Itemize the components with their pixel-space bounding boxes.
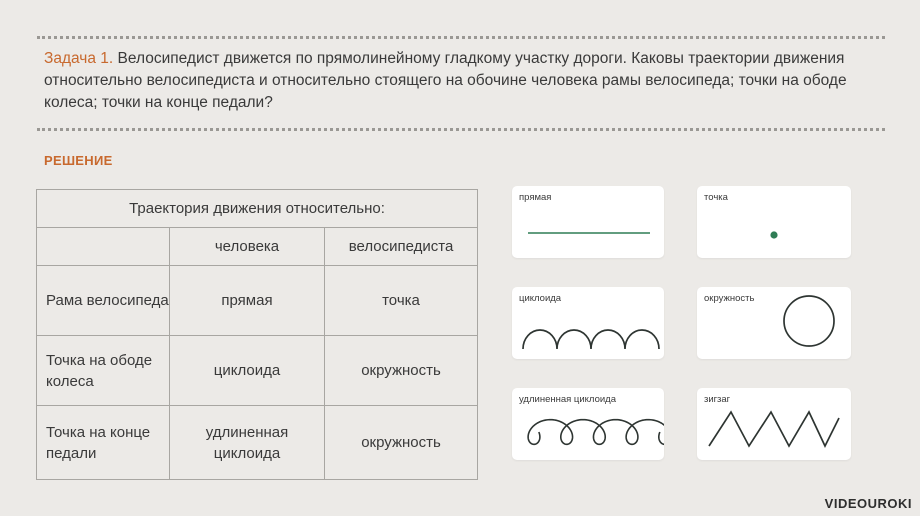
- top-dotted-divider: [37, 36, 885, 39]
- row-label-rim: Точка на ободе колеса: [37, 336, 170, 406]
- table-empty-corner: [37, 228, 170, 266]
- cell-rim-person: циклоида: [170, 336, 325, 406]
- cell-rim-cyclist: окружность: [325, 336, 478, 406]
- cell-frame-cyclist: точка: [325, 266, 478, 336]
- cell-frame-person: прямая: [170, 266, 325, 336]
- straight-line-figure: [512, 186, 664, 258]
- card-cycloid-title: циклоида: [519, 293, 562, 304]
- card-zigzag: [697, 388, 851, 460]
- card-cycloid: [512, 287, 664, 359]
- card-prolate-cycloid-title: удлиненная циклоида: [519, 394, 616, 405]
- zigzag-figure: [697, 388, 851, 460]
- cycloid-figure: [512, 287, 664, 359]
- circle-figure: [697, 287, 851, 359]
- card-point-title: точка: [704, 192, 728, 203]
- prolate-cycloid-figure: [512, 388, 664, 460]
- videouroki-logo: VIDEOUROKI: [824, 496, 912, 511]
- card-line-title: прямая: [519, 192, 552, 203]
- point-figure: [697, 186, 851, 258]
- bottom-dotted-divider: [37, 128, 885, 131]
- row-label-frame: Рама велосипеда: [37, 266, 170, 336]
- column-header-cyclist: велосипедиста: [325, 228, 478, 266]
- cell-pedal-person: удлиненная циклоида: [170, 406, 325, 480]
- trajectory-table: [36, 189, 478, 480]
- row-label-pedal: Точка на конце педали: [37, 406, 170, 480]
- card-circle: [697, 287, 851, 359]
- card-point: [697, 186, 851, 258]
- task-text: Велосипедист движется по прямолинейному гладкому участку дороги. Каковы траектории движения относительно велосипедиста и относительно стоящего на обочине человека рамы велосипеда; точки на ободе колеса; точки на конце педали?: [44, 50, 847, 111]
- card-zigzag-title: зигзаг: [704, 394, 731, 405]
- card-circle-title: окружность: [704, 293, 755, 304]
- card-line: [512, 186, 664, 258]
- solution-heading: РЕШЕНИЕ: [44, 153, 113, 168]
- task-statement: [44, 48, 874, 114]
- column-header-person: человека: [170, 228, 325, 266]
- task-label: Задача 1.: [44, 50, 114, 67]
- card-prolate-cycloid: [512, 388, 664, 460]
- cell-pedal-cyclist: окружность: [325, 406, 478, 480]
- table-header: Траектория движения относительно:: [37, 190, 478, 228]
